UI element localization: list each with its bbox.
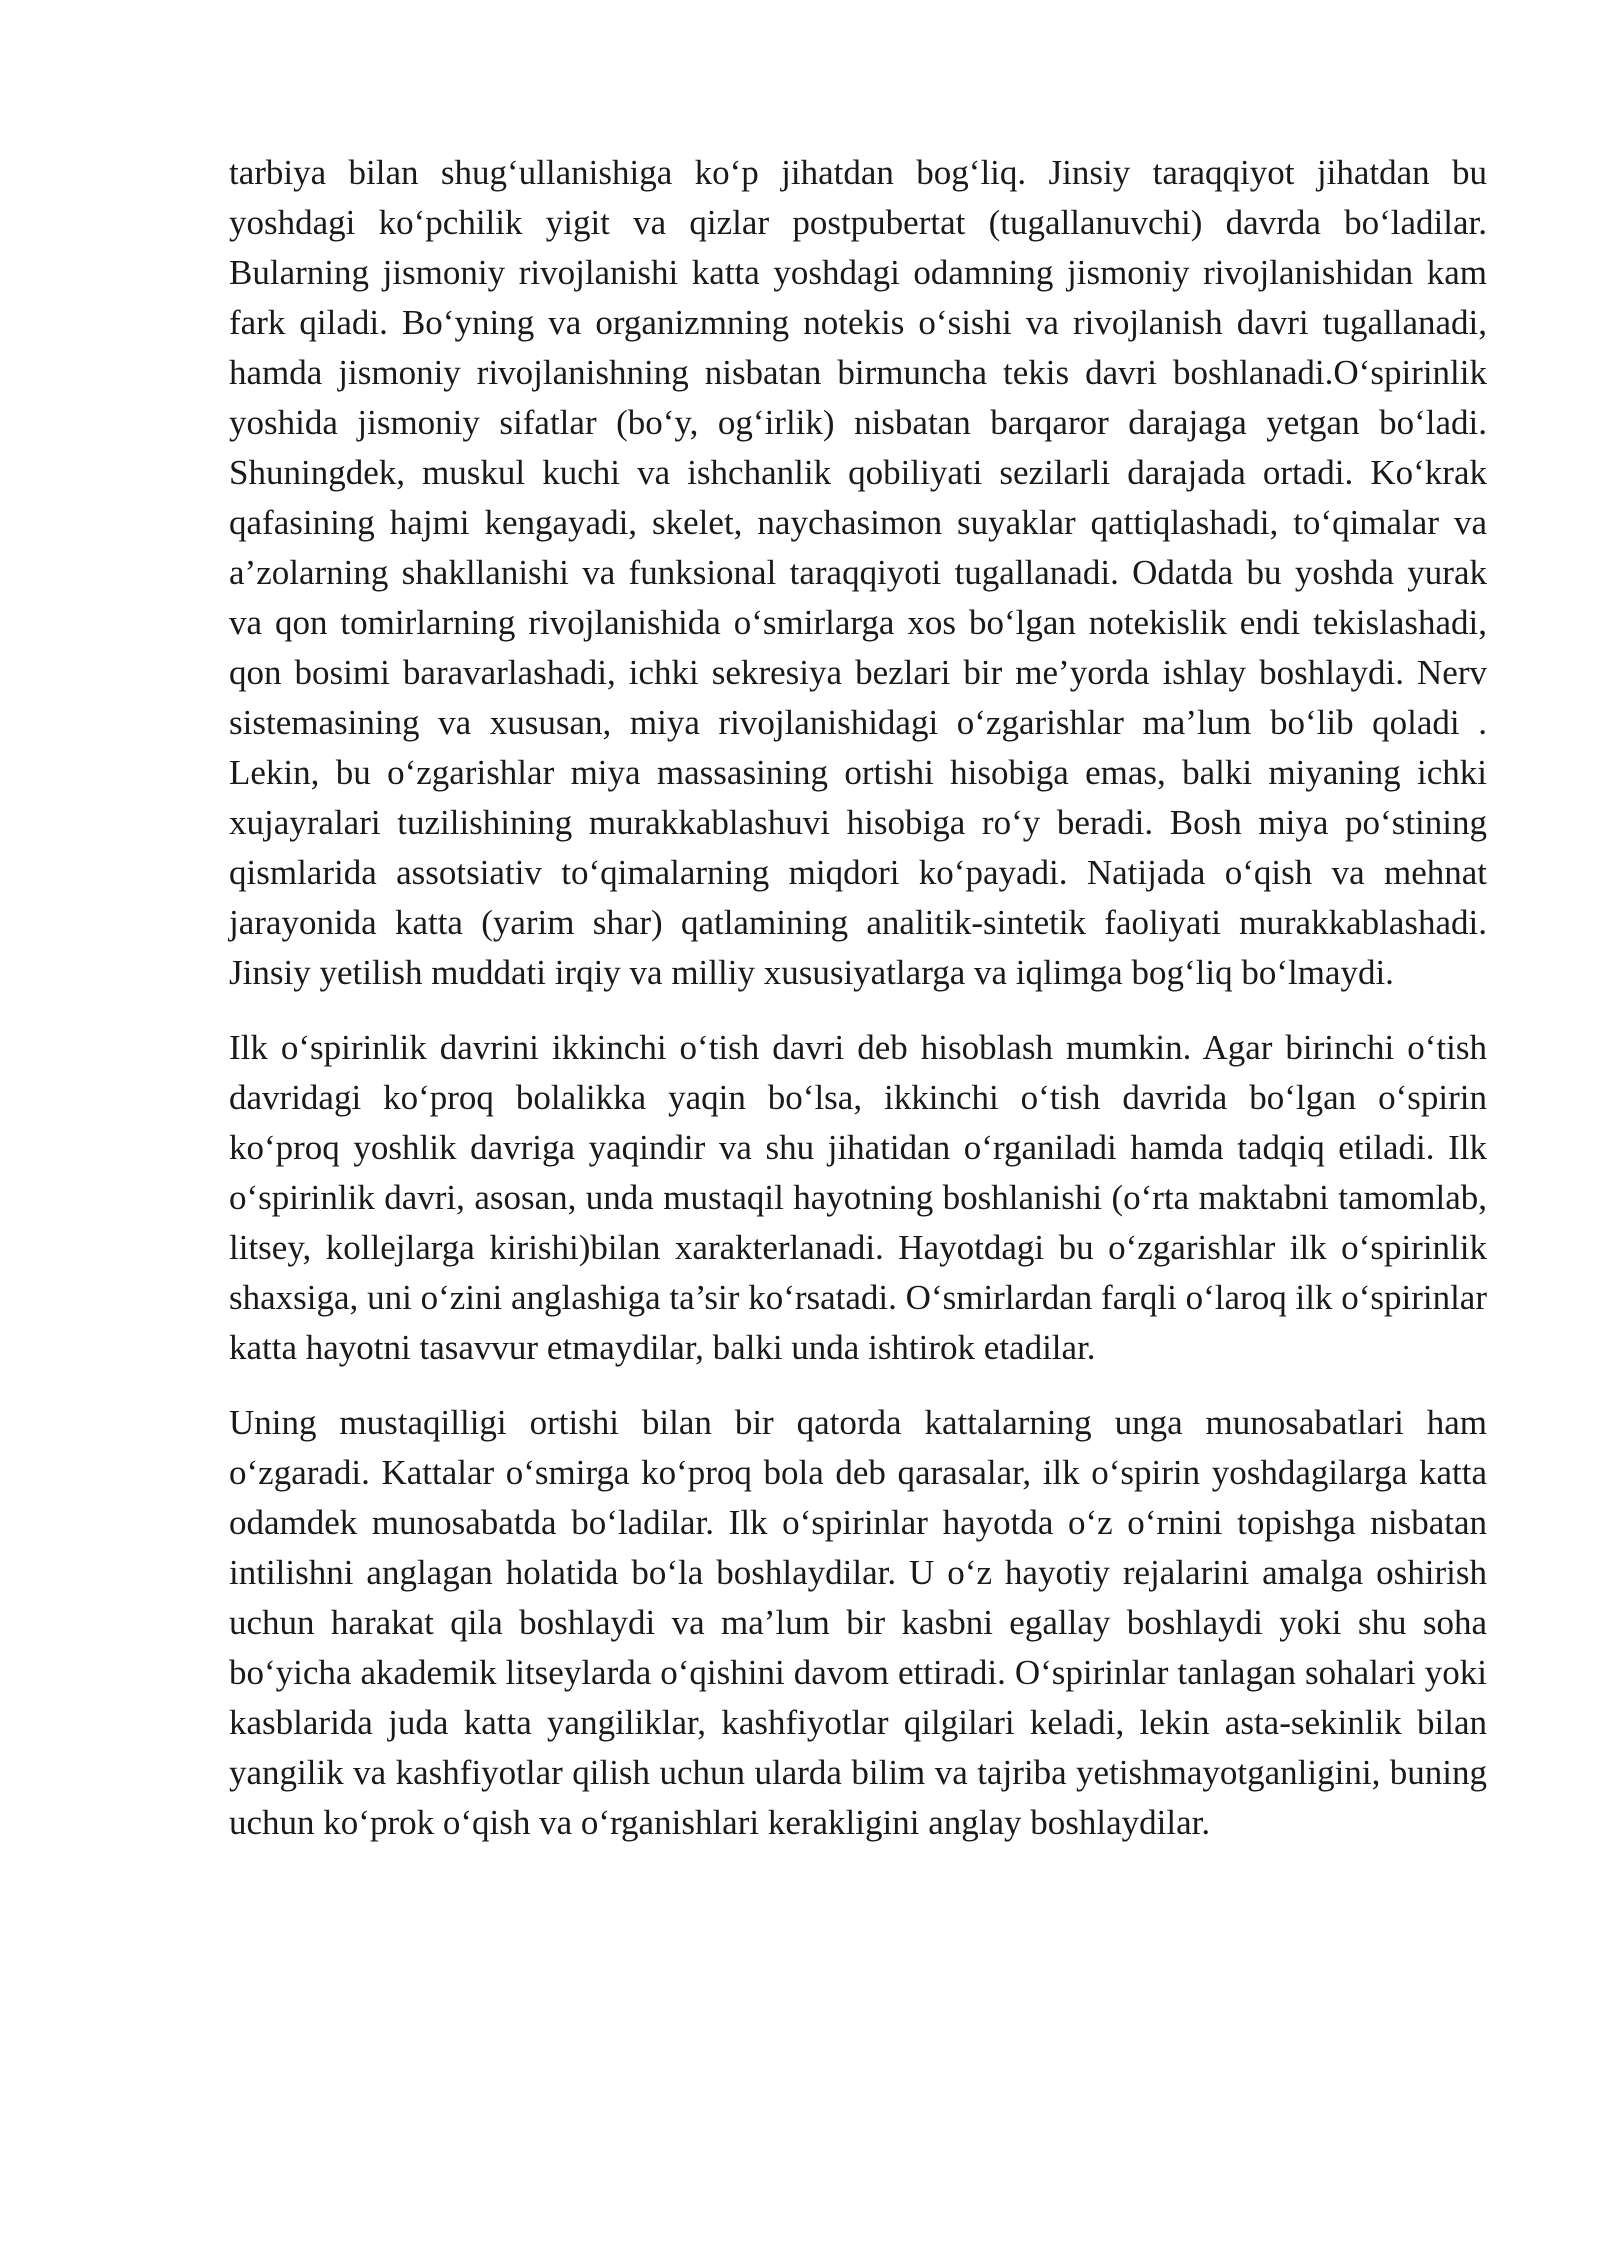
body-text <box>229 148 1487 1873</box>
paragraph-3: Uning mustaqilligi ortishi bilan bir qatorda kattalarning unga munosabatlari ham oʻzgaradi. Kattalar oʻsmirga koʻproq bola deb qarasalar, ilk oʻspirin yoshdagilarga katta odamdek munosabatda boʻladilar. Ilk oʻspirinlar hayotda oʻz oʻrnini topishga nisbatan intilishni anglagan holatida boʻla boshlaydilar. U oʻz hayotiy rejalarini amalga oshirish uchun harakat qila boshlaydi va ma’lum bir kasbni egallay boshlaydi yoki shu soha boʻyicha akademik litseylarda oʻqishini davom ettiradi. Oʻspirinlar tanlagan sohalari yoki kasblarida juda katta yangiliklar, kashfiyotlar qilgilari keladi, lekin asta-sekinlik bilan yangilik va kashfiyotlar qilish uchun ularda bilim va tajriba yetishmayotganligini, buning uchun koʻprok oʻqish va oʻrganishlari kerakligini anglay boshlaydilar. <box>229 1403 1487 1842</box>
paragraph-1: tarbiya bilan shugʻullanishiga koʻp jihatdan bogʻliq. Jinsiy taraqqiyot jihatdan bu yoshdagi koʻpchilik yigit va qizlar postpubertat (tugallanuvchi) davrda boʻladilar. Bularning jismoniy rivojlanishi katta yoshdagi odamning jismoniy rivojlanishidan kam fark qiladi. Boʻyning va organizmning notekis oʻsishi va rivojlanish davri tugallanadi, hamda jismoniy rivojlanishning nisbatan birmuncha tekis davri boshlanadi.Oʻspirinlik yoshida jismoniy sifatlar (boʻy, ogʻirlik) nisbatan barqaror darajaga yetgan boʻladi. Shuningdek, muskul kuchi va ishchanlik qobiliyati sezilarli darajada ortadi. Koʻkrak qafasining hajmi kengayadi, skelet, naychasimon suyaklar qattiqlashadi, toʻqimalar va a’zolarning shakllanishi va funksional taraqqiyoti tugallanadi. Odatda bu yoshda yurak va qon tomirlarning rivojlanishida oʻsmirlarga xos boʻlgan notekislik endi tekislashadi, qon bosimi baravarlashadi, ichki sekresiya bezlari bir me’yorda ishlay boshlaydi. Nerv sistemasining va xususan, miya rivojlanishidagi oʻzgarishlar ma’lum boʻlib qoladi . Lekin, bu oʻzgarishlar miya massasining ortishi hisobiga emas, balki miyaning ichki xujayralari tuzilishining murakkablashuvi hisobiga roʻy beradi. Bosh miya poʻstining qismlarida assotsiativ toʻqimalarning miqdori koʻpayadi. Natijada oʻqish va mehnat jarayonida katta (yarim shar) qatlamining analitik-sintetik faoliyati murakkablashadi. Jinsiy yetilish muddati irqiy va milliy xususiyatlarga va iqlimga bogʻliq boʻlmaydi. <box>229 153 1487 992</box>
paragraph-2: Ilk oʻspirinlik davrini ikkinchi oʻtish davri deb hisoblash mumkin. Agar birinchi oʻtish davridagi koʻproq bolalikka yaqin boʻlsa, ikkinchi oʻtish davrida boʻlgan oʻspirin koʻproq yoshlik davriga yaqindir va shu jihatidan oʻrganiladi hamda tadqiq etiladi. Ilk oʻspirinlik davri, asosan, unda mustaqil hayotning boshlanishi (oʻrta maktabni tamomlab, litsey, kollejlarga kirishi)bilan xarakterlanadi. Hayotdagi bu oʻzgarishlar ilk oʻspirinlik shaxsiga, uni oʻzini anglashiga ta’sir koʻrsatadi. Oʻsmirlardan farqli oʻlaroq ilk oʻspirinlar katta hayotni tasavvur etmaydilar, balki unda ishtirok etadilar. <box>229 1028 1487 1367</box>
